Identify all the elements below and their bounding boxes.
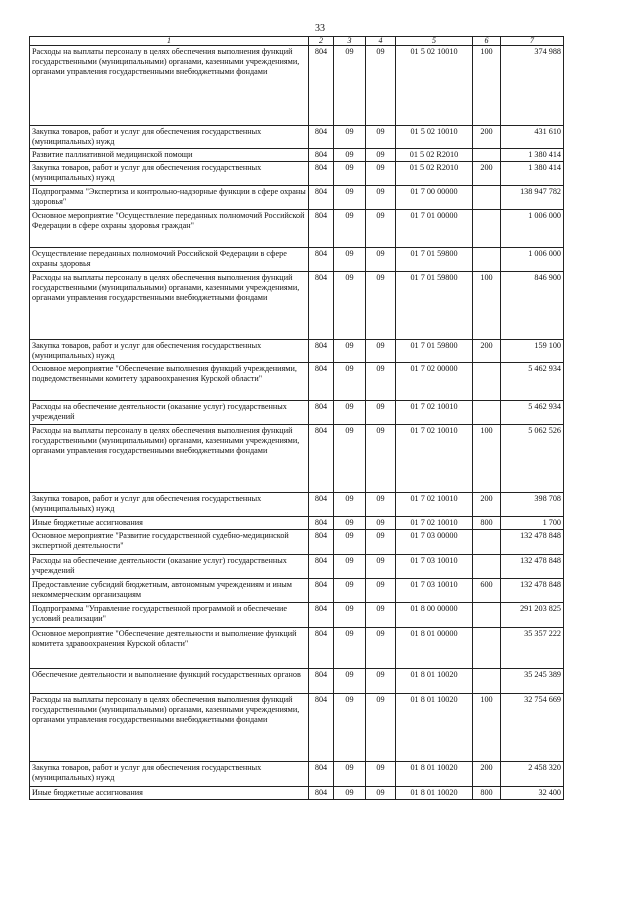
row-name: Предоставление субсидий бюджетным, автономным учреждениям и иным некоммерческим организациям: [30, 579, 309, 603]
row-amount: 291 203 825: [501, 603, 564, 628]
row-grbs-code: 804: [309, 340, 334, 363]
table-row: [30, 340, 564, 363]
row-expense-type: [473, 186, 501, 210]
row-name: Закупка товаров, работ и услуг для обеспечения государственных (муниципальных) нужд: [30, 162, 309, 186]
row-target-article: 01 8 00 00000: [396, 603, 473, 628]
row-expense-type: [473, 149, 501, 162]
row-amount: 32 400: [501, 787, 564, 800]
row-amount: 1 006 000: [501, 210, 564, 248]
row-amount: 132 478 848: [501, 555, 564, 579]
row-amount: 398 708: [501, 493, 564, 517]
row-grbs-code: 804: [309, 555, 334, 579]
row-subsection-code: 09: [366, 248, 396, 272]
row-grbs-code: 804: [309, 493, 334, 517]
table-row: [30, 425, 564, 493]
row-grbs-code: 804: [309, 787, 334, 800]
row-grbs-code: 804: [309, 530, 334, 555]
row-name: Закупка товаров, работ и услуг для обеспечения государственных (муниципальных) нужд: [30, 340, 309, 363]
row-section-code: 09: [334, 762, 366, 787]
row-expense-type: 100: [473, 425, 501, 493]
row-target-article: 01 8 01 10020: [396, 669, 473, 694]
row-section-code: 09: [334, 210, 366, 248]
row-grbs-code: 804: [309, 248, 334, 272]
row-name: Расходы на выплаты персоналу в целях обеспечения выполнения функций государственными (муниципальными) органами, казенными учреждениями, органами управления государственными внебюджетными фондами: [30, 425, 309, 493]
table-row: [30, 517, 564, 530]
row-expense-type: 100: [473, 694, 501, 762]
row-section-code: 09: [334, 425, 366, 493]
row-expense-type: 600: [473, 579, 501, 603]
row-subsection-code: 09: [366, 517, 396, 530]
row-subsection-code: 09: [366, 126, 396, 149]
row-amount: 5 462 934: [501, 401, 564, 425]
column-header: 3: [334, 37, 366, 46]
table-row: [30, 493, 564, 517]
row-grbs-code: 804: [309, 669, 334, 694]
row-subsection-code: 09: [366, 669, 396, 694]
row-expense-type: [473, 530, 501, 555]
column-header: 2: [309, 37, 334, 46]
row-expense-type: 200: [473, 126, 501, 149]
row-expense-type: 200: [473, 162, 501, 186]
row-section-code: 09: [334, 401, 366, 425]
row-name: Основное мероприятие "Осуществление переданных полномочий Российской Федерации в сфере охраны здоровья граждан": [30, 210, 309, 248]
row-target-article: 01 5 02 R2010: [396, 162, 473, 186]
row-grbs-code: 804: [309, 363, 334, 401]
row-amount: 138 947 782: [501, 186, 564, 210]
row-name: Расходы на обеспечение деятельности (оказание услуг) государственных учреждений: [30, 555, 309, 579]
row-grbs-code: 804: [309, 425, 334, 493]
row-amount: 5 462 934: [501, 363, 564, 401]
row-subsection-code: 09: [366, 762, 396, 787]
row-expense-type: [473, 210, 501, 248]
row-target-article: 01 8 01 00000: [396, 628, 473, 669]
row-subsection-code: 09: [366, 162, 396, 186]
table-row: [30, 669, 564, 694]
row-name: Закупка товаров, работ и услуг для обеспечения государственных (муниципальных) нужд: [30, 493, 309, 517]
row-section-code: 09: [334, 126, 366, 149]
row-target-article: 01 7 02 10010: [396, 493, 473, 517]
row-section-code: 09: [334, 555, 366, 579]
row-expense-type: [473, 669, 501, 694]
table-row: [30, 579, 564, 603]
row-expense-type: 200: [473, 340, 501, 363]
row-name: Расходы на выплаты персоналу в целях обеспечения выполнения функций государственными (муниципальными) органами, казенными учреждениями, органами управления государственными внебюджетными фондами: [30, 694, 309, 762]
table-row: [30, 186, 564, 210]
row-grbs-code: 804: [309, 126, 334, 149]
row-section-code: 09: [334, 669, 366, 694]
table-row: [30, 787, 564, 800]
row-subsection-code: 09: [366, 694, 396, 762]
row-name: Расходы на обеспечение деятельности (оказание услуг) государственных учреждений: [30, 401, 309, 425]
row-name: Обеспечение деятельности и выполнение функций государственных органов: [30, 669, 309, 694]
row-name: Осуществление переданных полномочий Российской Федерации в сфере охраны здоровья: [30, 248, 309, 272]
row-amount: 1 006 000: [501, 248, 564, 272]
row-grbs-code: 804: [309, 401, 334, 425]
row-name: Развитие паллиативной медицинской помощи: [30, 149, 309, 162]
row-amount: 159 100: [501, 340, 564, 363]
row-grbs-code: 804: [309, 162, 334, 186]
row-grbs-code: 804: [309, 694, 334, 762]
row-target-article: 01 7 02 10010: [396, 517, 473, 530]
row-expense-type: [473, 248, 501, 272]
table-row: [30, 149, 564, 162]
row-name: Расходы на выплаты персоналу в целях обеспечения выполнения функций государственными (муниципальными) органами, казенными учреждениями, органами управления государственными внебюджетными фондами: [30, 272, 309, 340]
row-section-code: 09: [334, 517, 366, 530]
row-subsection-code: 09: [366, 210, 396, 248]
row-section-code: 09: [334, 340, 366, 363]
row-subsection-code: 09: [366, 401, 396, 425]
row-amount: 2 458 320: [501, 762, 564, 787]
table-row: [30, 628, 564, 669]
row-target-article: 01 7 02 10010: [396, 401, 473, 425]
row-subsection-code: 09: [366, 272, 396, 340]
column-header: 7: [501, 37, 564, 46]
table-row: [30, 272, 564, 340]
table-row: [30, 126, 564, 149]
table-row: [30, 694, 564, 762]
row-section-code: 09: [334, 579, 366, 603]
row-amount: 132 478 848: [501, 579, 564, 603]
row-name: Основное мероприятие "Обеспечение выполнения функций учреждениями, подведомственными комитету здравоохранения Курской области": [30, 363, 309, 401]
row-subsection-code: 09: [366, 46, 396, 126]
row-name: Закупка товаров, работ и услуг для обеспечения государственных (муниципальных) нужд: [30, 762, 309, 787]
row-grbs-code: 804: [309, 186, 334, 210]
row-target-article: 01 7 03 00000: [396, 530, 473, 555]
row-expense-type: [473, 603, 501, 628]
row-target-article: 01 7 01 59800: [396, 248, 473, 272]
row-name: Основное мероприятие "Обеспечение деятельности и выполнение функций комитета здравоохранения Курской области": [30, 628, 309, 669]
row-section-code: 09: [334, 149, 366, 162]
row-expense-type: 100: [473, 46, 501, 126]
row-expense-type: [473, 555, 501, 579]
column-header: 5: [396, 37, 473, 46]
table-row: [30, 762, 564, 787]
row-target-article: 01 5 02 10010: [396, 46, 473, 126]
budget-table: [29, 36, 564, 800]
row-subsection-code: 09: [366, 603, 396, 628]
row-target-article: 01 8 01 10020: [396, 694, 473, 762]
row-section-code: 09: [334, 694, 366, 762]
row-name: Иные бюджетные ассигнования: [30, 787, 309, 800]
row-target-article: 01 5 02 R2010: [396, 149, 473, 162]
table-row: [30, 162, 564, 186]
row-subsection-code: 09: [366, 186, 396, 210]
column-header: 6: [473, 37, 501, 46]
row-expense-type: [473, 363, 501, 401]
row-subsection-code: 09: [366, 555, 396, 579]
row-target-article: 01 7 01 59800: [396, 340, 473, 363]
column-header: 4: [366, 37, 396, 46]
row-section-code: 09: [334, 46, 366, 126]
row-expense-type: [473, 401, 501, 425]
row-section-code: 09: [334, 272, 366, 340]
row-section-code: 09: [334, 363, 366, 401]
row-subsection-code: 09: [366, 340, 396, 363]
row-expense-type: [473, 628, 501, 669]
row-amount: 374 988: [501, 46, 564, 126]
row-name: Закупка товаров, работ и услуг для обеспечения государственных (муниципальных) нужд: [30, 126, 309, 149]
table-row: [30, 248, 564, 272]
row-name: Подпрограмма "Экспертиза и контрольно-надзорные функции в сфере охраны здоровья": [30, 186, 309, 210]
row-target-article: 01 7 03 10010: [396, 555, 473, 579]
row-section-code: 09: [334, 248, 366, 272]
table-row: [30, 363, 564, 401]
row-subsection-code: 09: [366, 787, 396, 800]
row-subsection-code: 09: [366, 628, 396, 669]
row-section-code: 09: [334, 493, 366, 517]
row-name: Расходы на выплаты персоналу в целях обеспечения выполнения функций государственными (муниципальными) органами, казенными учреждениями, органами управления государственными внебюджетными фондами: [30, 46, 309, 126]
row-name: Иные бюджетные ассигнования: [30, 517, 309, 530]
row-target-article: 01 7 01 59800: [396, 272, 473, 340]
row-subsection-code: 09: [366, 149, 396, 162]
row-expense-type: 200: [473, 762, 501, 787]
page-number: 33: [315, 23, 325, 34]
table-row: [30, 555, 564, 579]
row-section-code: 09: [334, 787, 366, 800]
row-grbs-code: 804: [309, 628, 334, 669]
row-section-code: 09: [334, 603, 366, 628]
row-grbs-code: 804: [309, 210, 334, 248]
row-amount: 431 610: [501, 126, 564, 149]
row-amount: 1 380 414: [501, 162, 564, 186]
row-expense-type: 100: [473, 272, 501, 340]
row-target-article: 01 7 03 10010: [396, 579, 473, 603]
row-grbs-code: 804: [309, 149, 334, 162]
row-amount: 1 380 414: [501, 149, 564, 162]
column-header: 1: [30, 37, 309, 46]
row-amount: 35 357 222: [501, 628, 564, 669]
table-row: [30, 530, 564, 555]
row-target-article: 01 7 02 00000: [396, 363, 473, 401]
row-name: Подпрограмма "Управление государственной программой и обеспечение условий реализации": [30, 603, 309, 628]
row-amount: 32 754 669: [501, 694, 564, 762]
row-target-article: 01 7 00 00000: [396, 186, 473, 210]
row-amount: 846 900: [501, 272, 564, 340]
row-grbs-code: 804: [309, 272, 334, 340]
row-expense-type: 200: [473, 493, 501, 517]
row-target-article: 01 7 02 10010: [396, 425, 473, 493]
row-grbs-code: 804: [309, 579, 334, 603]
row-amount: 35 245 389: [501, 669, 564, 694]
row-grbs-code: 804: [309, 603, 334, 628]
table-row: [30, 603, 564, 628]
row-grbs-code: 804: [309, 517, 334, 530]
row-amount: 5 062 526: [501, 425, 564, 493]
row-section-code: 09: [334, 186, 366, 210]
row-target-article: 01 7 01 00000: [396, 210, 473, 248]
row-section-code: 09: [334, 530, 366, 555]
table-row: [30, 46, 564, 126]
row-subsection-code: 09: [366, 579, 396, 603]
row-section-code: 09: [334, 162, 366, 186]
row-subsection-code: 09: [366, 493, 396, 517]
table-row: [30, 210, 564, 248]
row-amount: 132 478 848: [501, 530, 564, 555]
table-row: [30, 401, 564, 425]
row-name: Основное мероприятие "Развитие государственной судебно-медицинской экспертной деятельности": [30, 530, 309, 555]
row-subsection-code: 09: [366, 530, 396, 555]
row-grbs-code: 804: [309, 762, 334, 787]
row-subsection-code: 09: [366, 363, 396, 401]
row-grbs-code: 804: [309, 46, 334, 126]
row-section-code: 09: [334, 628, 366, 669]
column-number-row: [30, 37, 564, 46]
row-expense-type: 800: [473, 517, 501, 530]
row-expense-type: 800: [473, 787, 501, 800]
row-target-article: 01 5 02 10010: [396, 126, 473, 149]
row-target-article: 01 8 01 10020: [396, 762, 473, 787]
row-target-article: 01 8 01 10020: [396, 787, 473, 800]
row-amount: 1 700: [501, 517, 564, 530]
row-subsection-code: 09: [366, 425, 396, 493]
